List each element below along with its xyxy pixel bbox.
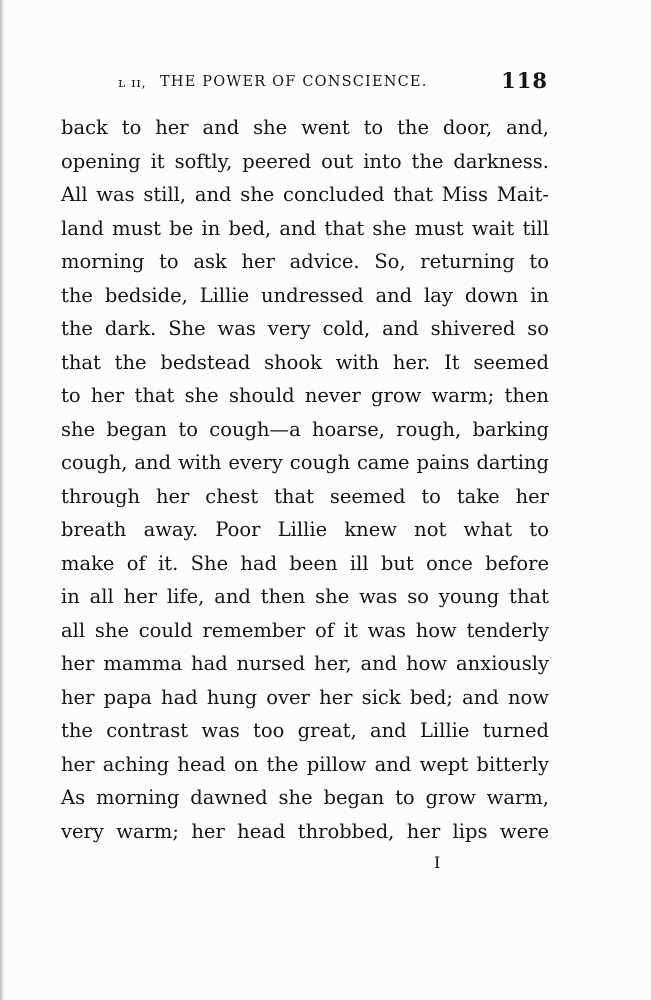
text-line: through her chest that seemed to take her: [61, 484, 549, 508]
signature-mark: I: [434, 853, 441, 872]
text-line: opening it softly, peered out into the darkness.: [61, 149, 549, 173]
text-line: morning to ask her advice. So, returning to: [61, 250, 549, 273]
text-line: As morning dawned she began to grow warm,: [61, 786, 549, 809]
running-head: [118, 68, 548, 100]
text-line: All was still, and she concluded that Miss Mait-: [61, 183, 549, 206]
text-line: all she could remember of it was how tenderly: [61, 618, 549, 642]
body-text: [61, 111, 549, 848]
text-line: her papa had hung over her sick bed; and now: [61, 685, 549, 709]
text-line: to her that she should never grow warm; then: [61, 384, 549, 407]
running-head-title: THE POWER OF CONSCIENCE.: [160, 74, 428, 90]
text-line: the contrast was too great, and Lillie turned: [61, 719, 549, 742]
text-line: cough, and with every cough came pains darting: [61, 451, 549, 474]
text-line: that the bedstead shook with her. It seemed: [61, 350, 549, 374]
text-line: her aching head on the pillow and wept bitterly: [61, 752, 549, 776]
text-line: the dark. She was very cold, and shivered so: [61, 317, 549, 340]
text-line: she began to cough—a hoarse, rough, barking: [61, 417, 549, 441]
text-line: land must be in bed, and that she must wait till: [61, 216, 549, 240]
text-line: the bedside, Lillie undressed and lay down in: [61, 283, 549, 307]
text-line: her mamma had nursed her, and how anxiously: [61, 652, 549, 675]
text-line: back to her and she went to the door, and,: [61, 116, 549, 139]
text-line: very warm; her head throbbed, her lips were: [61, 819, 549, 843]
page-binding-shadow: [0, 0, 5, 1000]
text-line: in all her life, and then she was so young that: [61, 585, 549, 608]
text-line: make of it. She had been ill but once before: [61, 551, 549, 575]
text-line: breath away. Poor Lillie knew not what to: [61, 518, 549, 541]
chapter-reference: ʟ ɪɪ,: [118, 76, 147, 91]
page-number: 118: [501, 68, 548, 93]
